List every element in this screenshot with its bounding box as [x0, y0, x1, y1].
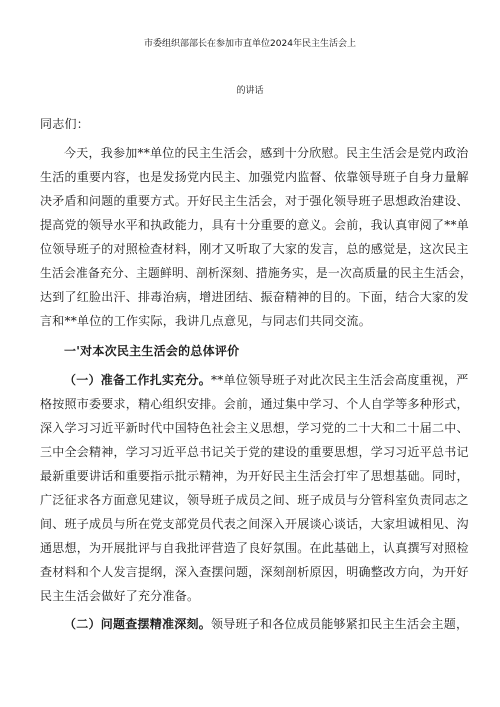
subsection-1-label: （一）准备工作扎实充分。	[64, 373, 212, 387]
section-heading: 一'对本次民主生活会的总体评价	[64, 344, 240, 358]
paragraph-line: 查材料和个人发言提纲，深入查摆问题，深刻剖析原因，明确整改方向，为开好	[40, 565, 469, 579]
paragraph-line: 生活的重要内容，也是发扬党内民主、加强党内监督、依靠领导班子自身力量解	[40, 170, 469, 184]
paragraph-line: 深入学习习近平新时代中国特色社会主义思想，学习党的二十大和二十届二中、	[40, 421, 469, 435]
subsection-1-first-line	[64, 373, 469, 387]
paragraph-line: 通思想，为开展批评与自我批评营造了良好氛围。在此基础上，认真撰写对照检	[40, 541, 469, 555]
paragraph-line: 三中全会精神，学习习近平总书记关于党的建设的重要思想，学习习近平总书记	[40, 445, 469, 459]
paragraph-line: 格按照市委要求，精心组织安排。会前，通过集中学习、个人自学等多种形式，	[40, 397, 469, 411]
salutation: 同志们：	[40, 117, 90, 131]
paragraph-line: 民主生活会做好了充分准备。	[40, 589, 200, 603]
paragraph-line: 生活会准备充分、主题鲜明、剖析深刻、措施务实，是一次高质量的民主生活会，	[40, 266, 472, 280]
subsection-1-first-text: **单位领导班子对此次民主生活会高度重视，严	[211, 373, 469, 387]
paragraph-line: 位领导班子的对照检查材料，刚才又听取了大家的发言，总的感觉是，这次民主	[40, 242, 469, 256]
subsection-2-first-line	[64, 617, 468, 631]
paragraph-line: 间、班子成员与所在党支部党员代表之间深入开展谈心谈话，大家坦诚相见、沟	[40, 517, 469, 531]
paragraph-line: 达到了红脸出汗、排毒治病，增进团结、振奋精神的目的。下面，结合大家的发	[40, 290, 469, 304]
paragraph-line: 决矛盾和问题的重要方式。开好民主生活会，对于强化领导班子思想政治建设、	[40, 194, 469, 208]
paragraph-line: 广泛征求各方面意见建议，领导班子成员之间、班子成员与分管科室负责同志之	[40, 493, 469, 507]
paragraph-line: 最新重要讲话和重要指示批示精神，为开好民主生活会打牢了思想基础。同时，	[40, 469, 469, 483]
paragraph-line: 提高党的领导水平和执政能力，具有十分重要的意义。会前，我认真审阅了**单	[40, 218, 470, 232]
paragraph-line: 今天，我参加**单位的民主生活会，感到十分欣慰。民主生活会是党内政治	[64, 146, 469, 160]
subsection-2-first-text: 领导班子和各位成员能够紧扣民主生活会主题，	[211, 617, 469, 631]
paragraph-line: 言和**单位的工作实际，我讲几点意见，与同志们共同交流。	[40, 314, 372, 328]
subsection-2-label: （二）问题查摆精准深刻。	[64, 617, 212, 631]
document-title-line-1: 市委组织部部长在参加市直单位2024年民主生活会上	[144, 39, 356, 49]
document-title-line-2: 的讲话	[236, 86, 264, 96]
